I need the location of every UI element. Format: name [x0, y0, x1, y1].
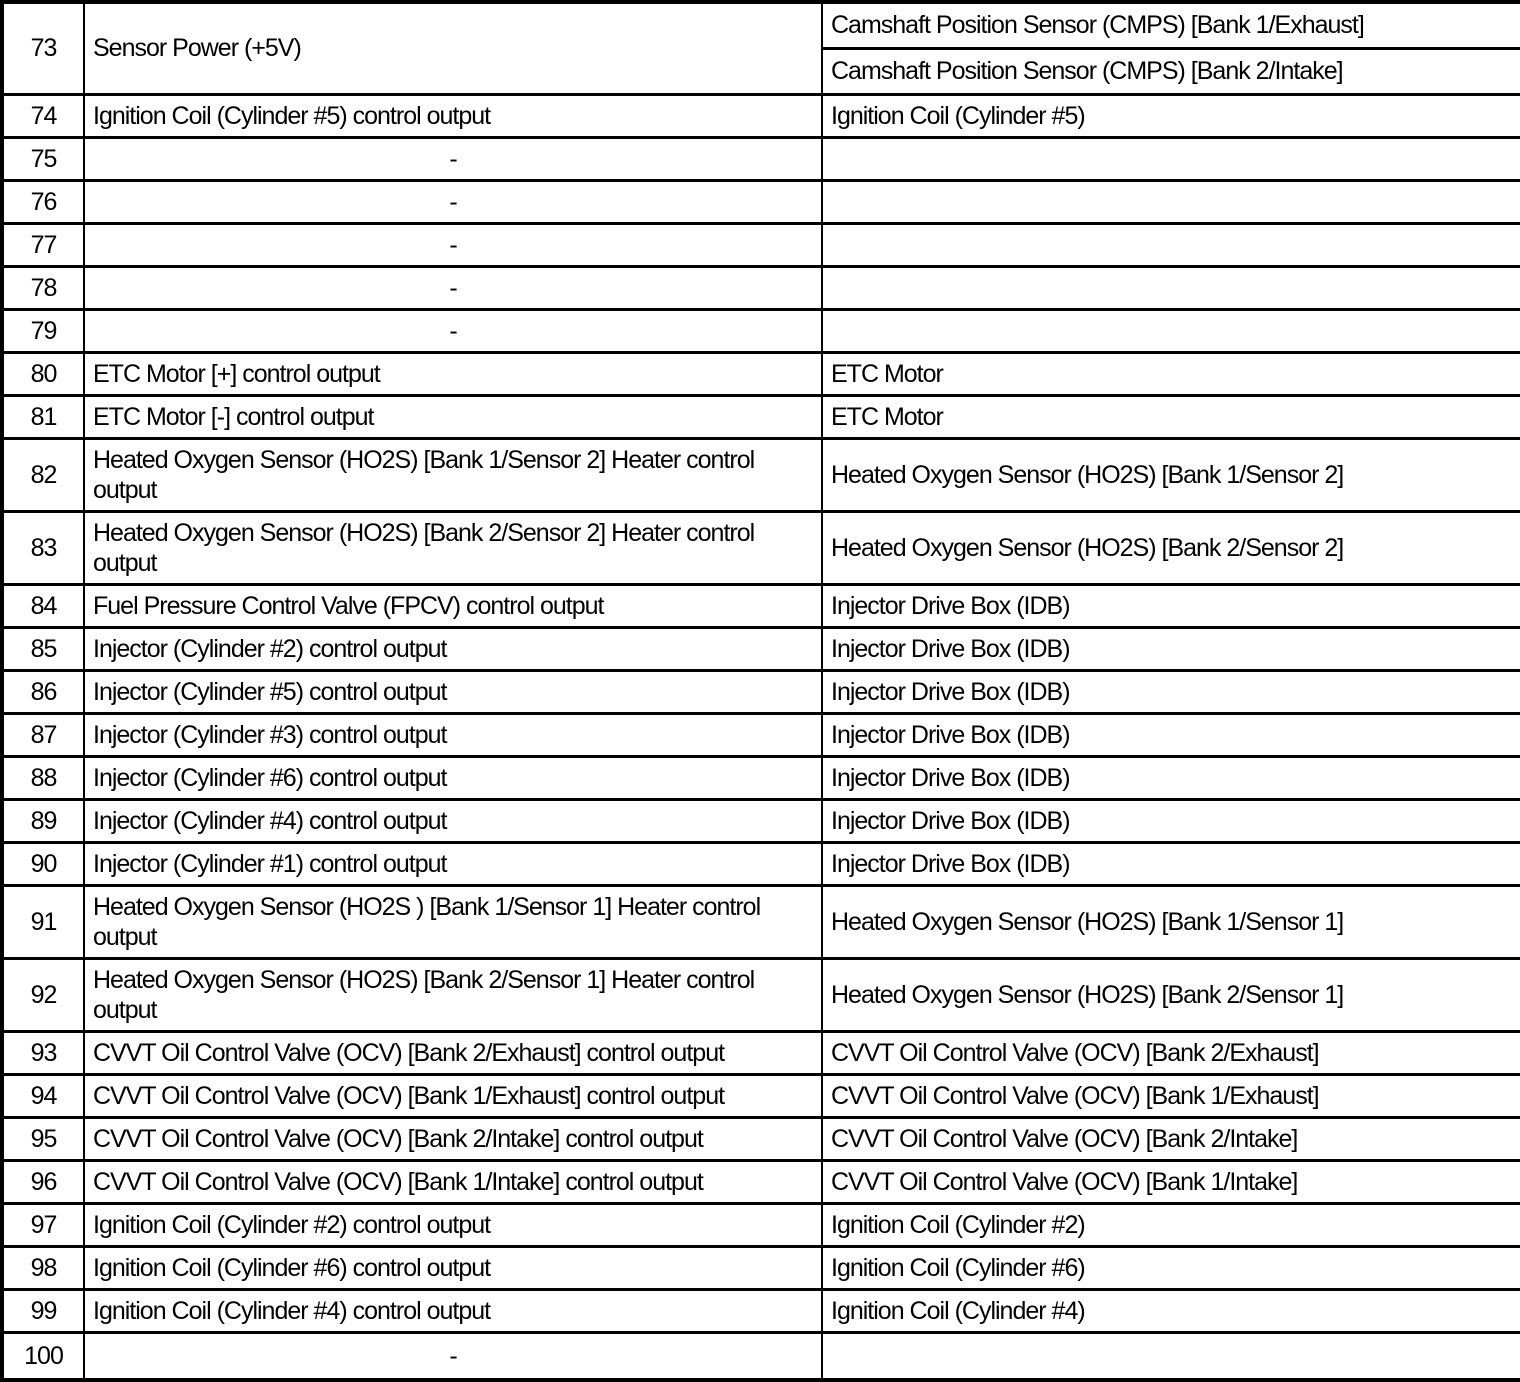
connected-component: ETC Motor: [822, 395, 1520, 438]
pin-number: 73: [2, 2, 84, 94]
connected-component: Injector Drive Box (IDB): [822, 584, 1520, 627]
connected-component: Ignition Coil (Cylinder #4): [822, 1289, 1520, 1332]
pin-number: 79: [2, 309, 84, 352]
connected-component: Heated Oxygen Sensor (HO2S) [Bank 2/Sensor 1]: [822, 958, 1520, 1031]
pin-description: Injector (Cylinder #5) control output: [84, 670, 822, 713]
pin-description: Sensor Power (+5V): [84, 2, 822, 94]
pin-number: 100: [2, 1332, 84, 1380]
pin-number: 86: [2, 670, 84, 713]
pin-description: -: [84, 223, 822, 266]
table-row-pin-74: [2, 94, 1520, 137]
pin-description: Injector (Cylinder #2) control output: [84, 627, 822, 670]
connected-component: [822, 309, 1520, 352]
connected-component: Injector Drive Box (IDB): [822, 842, 1520, 885]
table-row-pin-79: [2, 309, 1520, 352]
connected-component: Ignition Coil (Cylinder #2): [822, 1203, 1520, 1246]
pin-number: 91: [2, 885, 84, 958]
pin-description: CVVT Oil Control Valve (OCV) [Bank 1/Exhaust] control output: [84, 1074, 822, 1117]
pin-number: 95: [2, 1117, 84, 1160]
table-row-pin-75: [2, 137, 1520, 180]
connected-component: Camshaft Position Sensor (CMPS) [Bank 1/Exhaust]: [822, 2, 1520, 48]
pin-description: Injector (Cylinder #3) control output: [84, 713, 822, 756]
pin-number: 96: [2, 1160, 84, 1203]
pin-number: 88: [2, 756, 84, 799]
table-row-pin-76: [2, 180, 1520, 223]
pin-number: 83: [2, 511, 84, 584]
pin-description: Injector (Cylinder #4) control output: [84, 799, 822, 842]
pin-description: Ignition Coil (Cylinder #6) control output: [84, 1246, 822, 1289]
table-row-pin-77: [2, 223, 1520, 266]
connected-component: [822, 137, 1520, 180]
table-row-pin-96: [2, 1160, 1520, 1203]
pin-description: Fuel Pressure Control Valve (FPCV) control output: [84, 584, 822, 627]
pin-number: 89: [2, 799, 84, 842]
table-row-pin-100: [2, 1332, 1520, 1380]
table-row-pin-87: [2, 713, 1520, 756]
pin-number: 78: [2, 266, 84, 309]
pin-number: 75: [2, 137, 84, 180]
pin-description: CVVT Oil Control Valve (OCV) [Bank 1/Intake] control output: [84, 1160, 822, 1203]
table-row-pin-89: [2, 799, 1520, 842]
pin-description: Ignition Coil (Cylinder #4) control output: [84, 1289, 822, 1332]
pin-description: Heated Oxygen Sensor (HO2S) [Bank 2/Sensor 1] Heater control output: [84, 958, 822, 1031]
pin-description: Heated Oxygen Sensor (HO2S ) [Bank 1/Sensor 1] Heater control output: [84, 885, 822, 958]
table-row-pin-98: [2, 1246, 1520, 1289]
connected-component: Heated Oxygen Sensor (HO2S) [Bank 1/Sensor 1]: [822, 885, 1520, 958]
pin-number: 92: [2, 958, 84, 1031]
pin-number: 80: [2, 352, 84, 395]
pin-description: Heated Oxygen Sensor (HO2S) [Bank 2/Sensor 2] Heater control output: [84, 511, 822, 584]
table-row-pin-85: [2, 627, 1520, 670]
table-row-pin-83: [2, 511, 1520, 584]
table-row-pin-91: [2, 885, 1520, 958]
connected-component: [822, 266, 1520, 309]
table-row-pin-86: [2, 670, 1520, 713]
table-row-pin-73: [2, 2, 1520, 48]
table-row-pin-94: [2, 1074, 1520, 1117]
pin-description: -: [84, 1332, 822, 1380]
table-row-pin-88: [2, 756, 1520, 799]
pin-description: CVVT Oil Control Valve (OCV) [Bank 2/Intake] control output: [84, 1117, 822, 1160]
pin-number: 82: [2, 438, 84, 511]
pin-description: -: [84, 266, 822, 309]
pin-description: -: [84, 309, 822, 352]
pinout-table-body: [2, 2, 1520, 1380]
pin-number: 99: [2, 1289, 84, 1332]
pin-number: 74: [2, 94, 84, 137]
connected-component: Injector Drive Box (IDB): [822, 756, 1520, 799]
table-row-pin-81: [2, 395, 1520, 438]
pin-number: 76: [2, 180, 84, 223]
connected-component: Heated Oxygen Sensor (HO2S) [Bank 1/Sensor 2]: [822, 438, 1520, 511]
connected-component: Injector Drive Box (IDB): [822, 713, 1520, 756]
table-row-pin-84: [2, 584, 1520, 627]
table-row-pin-99: [2, 1289, 1520, 1332]
connected-component: CVVT Oil Control Valve (OCV) [Bank 2/Intake]: [822, 1117, 1520, 1160]
pin-number: 93: [2, 1031, 84, 1074]
connected-component: Injector Drive Box (IDB): [822, 627, 1520, 670]
pin-number: 90: [2, 842, 84, 885]
pin-description: ETC Motor [+] control output: [84, 352, 822, 395]
pin-number: 77: [2, 223, 84, 266]
pin-description: Injector (Cylinder #1) control output: [84, 842, 822, 885]
connected-component: Injector Drive Box (IDB): [822, 670, 1520, 713]
table-row-pin-80: [2, 352, 1520, 395]
table-row-pin-92: [2, 958, 1520, 1031]
connected-component: CVVT Oil Control Valve (OCV) [Bank 1/Intake]: [822, 1160, 1520, 1203]
pin-number: 87: [2, 713, 84, 756]
connected-component: Injector Drive Box (IDB): [822, 799, 1520, 842]
pin-description: Injector (Cylinder #6) control output: [84, 756, 822, 799]
pin-description: Ignition Coil (Cylinder #2) control output: [84, 1203, 822, 1246]
pin-description: Heated Oxygen Sensor (HO2S) [Bank 1/Sensor 2] Heater control output: [84, 438, 822, 511]
table-row-pin-97: [2, 1203, 1520, 1246]
pin-description: -: [84, 180, 822, 223]
pin-number: 94: [2, 1074, 84, 1117]
pin-number: 85: [2, 627, 84, 670]
table-row-pin-82: [2, 438, 1520, 511]
pin-number: 98: [2, 1246, 84, 1289]
table-row-pin-95: [2, 1117, 1520, 1160]
pin-description: Ignition Coil (Cylinder #5) control output: [84, 94, 822, 137]
pin-description: CVVT Oil Control Valve (OCV) [Bank 2/Exhaust] control output: [84, 1031, 822, 1074]
connected-component: Camshaft Position Sensor (CMPS) [Bank 2/Intake]: [822, 48, 1520, 94]
pin-number: 81: [2, 395, 84, 438]
connected-component: CVVT Oil Control Valve (OCV) [Bank 2/Exhaust]: [822, 1031, 1520, 1074]
connected-component: ETC Motor: [822, 352, 1520, 395]
pin-description: -: [84, 137, 822, 180]
connected-component: CVVT Oil Control Valve (OCV) [Bank 1/Exhaust]: [822, 1074, 1520, 1117]
pin-description: ETC Motor [-] control output: [84, 395, 822, 438]
connected-component: Ignition Coil (Cylinder #6): [822, 1246, 1520, 1289]
connected-component: Heated Oxygen Sensor (HO2S) [Bank 2/Sensor 2]: [822, 511, 1520, 584]
table-row-pin-93: [2, 1031, 1520, 1074]
connected-component: Ignition Coil (Cylinder #5): [822, 94, 1520, 137]
connected-component: [822, 180, 1520, 223]
table-row-pin-78: [2, 266, 1520, 309]
connected-component: [822, 223, 1520, 266]
connected-component: [822, 1332, 1520, 1380]
pin-number: 97: [2, 1203, 84, 1246]
table-row-pin-90: [2, 842, 1520, 885]
pin-number: 84: [2, 584, 84, 627]
